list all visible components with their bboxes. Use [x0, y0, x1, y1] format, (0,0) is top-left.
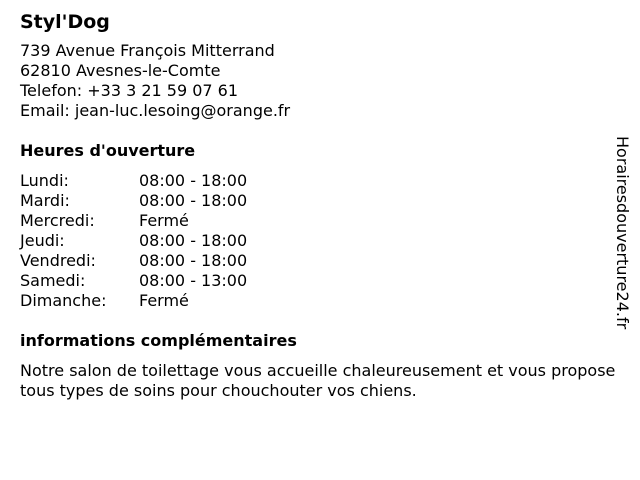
day-hours: 08:00 - 18:00	[139, 191, 248, 210]
watermark-label: Horairesdouverture24.fr	[613, 136, 632, 330]
hours-row-tuesday	[20, 191, 610, 211]
phone-number: Telefon: +33 3 21 59 07 61	[20, 81, 239, 100]
day-hours: Fermé	[139, 211, 189, 230]
address-street: 739 Avenue François Mitterrand	[20, 41, 275, 60]
day-label: Mardi:	[20, 191, 70, 210]
business-description: Notre salon de toilettage vous accueille chaleureusement et vous propose tous types de soins pour chouchouter vos chiens.	[20, 361, 616, 400]
business-name: Styl'Dog	[20, 11, 110, 33]
day-label: Lundi:	[20, 171, 69, 190]
day-hours: 08:00 - 13:00	[139, 271, 248, 290]
day-hours: Fermé	[139, 291, 189, 310]
hours-row-monday	[20, 171, 610, 191]
day-label: Samedi:	[20, 271, 86, 290]
opening-hours-list	[20, 171, 610, 311]
day-label: Mercredi:	[20, 211, 95, 230]
day-label: Vendredi:	[20, 251, 96, 270]
hours-row-sunday	[20, 291, 610, 311]
hours-row-saturday	[20, 271, 610, 291]
day-hours: 08:00 - 18:00	[139, 231, 248, 250]
address-city: 62810 Avesnes-le-Comte	[20, 61, 221, 80]
hours-row-wednesday	[20, 211, 610, 231]
hours-row-friday	[20, 251, 610, 271]
hours-row-thursday	[20, 231, 610, 251]
additional-info-heading: informations complémentaires	[20, 331, 297, 350]
day-label: Jeudi:	[20, 231, 65, 250]
business-card	[20, 10, 616, 401]
day-hours: 08:00 - 18:00	[139, 251, 248, 270]
email-address: Email: jean-luc.lesoing@orange.fr	[20, 101, 291, 120]
day-label: Dimanche:	[20, 291, 107, 310]
opening-hours-heading: Heures d'ouverture	[20, 141, 196, 160]
day-hours: 08:00 - 18:00	[139, 171, 248, 190]
